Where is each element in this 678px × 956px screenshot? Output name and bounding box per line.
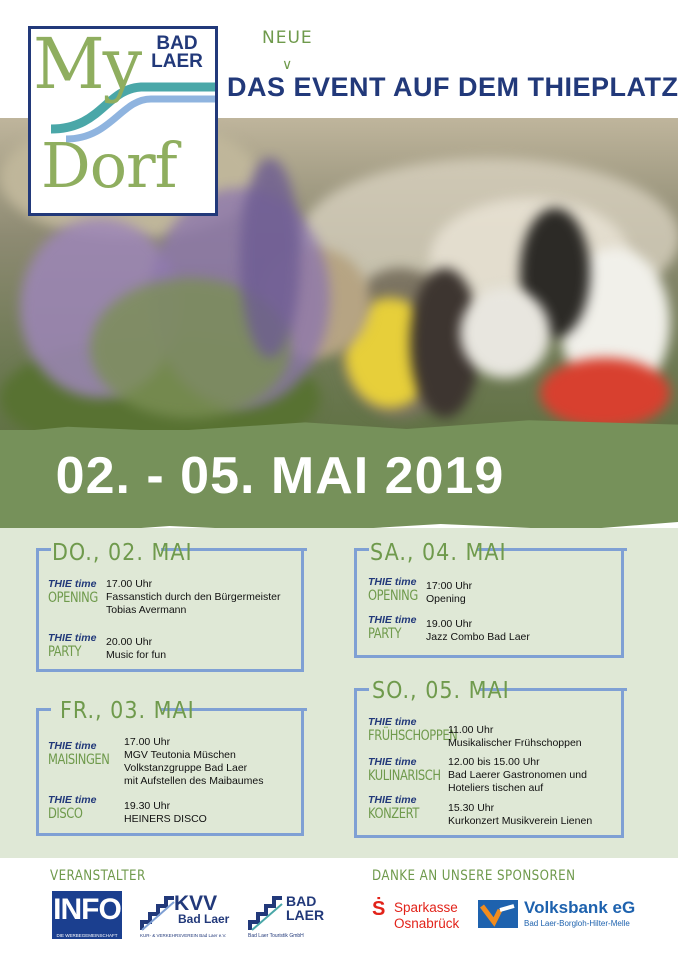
- thie-time-label: THIE time: [368, 614, 417, 626]
- event-category: OPENING: [48, 590, 98, 606]
- event-time: 17.00 Uhr: [106, 578, 153, 590]
- event-text: Kurkonzert Musikverein Lienen: [448, 815, 593, 827]
- day-title: SO., 05. MAI: [372, 678, 510, 704]
- kvv-logo-sub: KUR- & VERKEHRSVEREIN Bad Laer e.V.: [140, 933, 227, 938]
- thie-time-label: THIE time: [48, 578, 97, 590]
- event-text: Jazz Combo Bad Laer: [426, 631, 530, 643]
- my-dorf-logo: [28, 26, 218, 216]
- sponsor-heading: DANKE AN UNSERE SPONSOREN: [372, 868, 576, 884]
- day-title: DO., 02. MAI: [52, 540, 193, 566]
- event-time: 15.30 Uhr: [448, 802, 495, 814]
- event-date: 02. - 05. MAI 2019: [55, 447, 505, 505]
- info-werbegemeinschaft-logo: [52, 891, 122, 939]
- volksbank-mark-icon: [478, 900, 518, 928]
- headline: DAS EVENT AUF DEM THIEPLATZ: [227, 72, 678, 102]
- event-category: PARTY: [368, 626, 402, 642]
- event-text: Musikalischer Frühschoppen: [448, 737, 582, 749]
- thie-time-label: THIE time: [368, 716, 417, 728]
- event-time: 19.00 Uhr: [426, 618, 473, 630]
- event-time: 20.00 Uhr: [106, 636, 153, 648]
- thie-time-label: THIE time: [48, 740, 97, 752]
- info-logo-text: INFO: [53, 893, 121, 926]
- bad-laer-stairs-icon: [248, 894, 284, 932]
- bad-laer-logo-sub: Bad Laer Touristik GmbH: [248, 933, 304, 939]
- event-category: OPENING: [368, 588, 418, 604]
- event-text: Tobias Avermann: [106, 604, 187, 616]
- thie-time-label: THIE time: [368, 576, 417, 588]
- sparkasse-line1: Sparkasse: [394, 900, 458, 915]
- event-category: PARTY: [48, 644, 82, 660]
- logo-my-text: My: [33, 26, 141, 105]
- event-text: MGV Teutonia Müschen: [124, 749, 236, 761]
- kvv-stairs-icon: [140, 894, 176, 932]
- event-category: DISCO: [48, 806, 83, 822]
- event-text: Bad Laerer Gastronomen und: [448, 769, 587, 781]
- event-time: 12.00 bis 15.00 Uhr: [448, 756, 540, 768]
- logo-dorf-text: Dorf: [41, 129, 177, 202]
- bad-laer-logo-line2: LAER: [286, 907, 325, 923]
- thie-time-label: THIE time: [368, 756, 417, 768]
- event-time: 17.00 Uhr: [124, 736, 171, 748]
- event-time: 17:00 Uhr: [426, 580, 473, 592]
- logo-place-text: BAD LAER: [151, 33, 203, 72]
- kvv-logo-mid: Bad Laer: [178, 912, 230, 926]
- event-text: Music for fun: [106, 649, 167, 661]
- event-category: MAISINGEN: [48, 752, 110, 768]
- event-text: mit Aufstellen des Maibaumes: [124, 775, 264, 787]
- neue-label: NEUE: [262, 28, 313, 48]
- event-time: 11.00 Uhr: [448, 724, 494, 736]
- organizer-heading: VERANSTALTER: [50, 868, 146, 884]
- program-section: [0, 528, 678, 858]
- event-text: HEINERS DISCO: [124, 813, 207, 825]
- day-title: SA., 04. MAI: [370, 540, 507, 566]
- volksbank-logo: [478, 898, 668, 938]
- volksbank-line2: Bad Laer-Borgloh-Hilter-Melle: [524, 919, 630, 928]
- bad-laer-logo-line1: BAD: [286, 893, 317, 909]
- info-logo-sub: DIE WERBEGEMEINSCHAFT: [56, 933, 118, 938]
- sparkasse-line2: Osnabrück: [394, 916, 460, 931]
- event-category: FRÜHSCHOPPEN: [368, 728, 458, 744]
- event-text: Opening: [426, 593, 466, 605]
- event-text: Hoteliers tischen auf: [448, 782, 544, 794]
- event-category: KULINARISCH: [368, 768, 441, 784]
- footer: [0, 858, 678, 956]
- event-text: Volkstanzgruppe Bad Laer: [124, 762, 248, 774]
- kvv-logo-big: KVV: [174, 892, 218, 915]
- day-title: FR., 03. MAI: [60, 698, 195, 724]
- thie-time-label: THIE time: [368, 794, 417, 806]
- sparkasse-logo: [372, 898, 472, 938]
- thie-time-label: THIE time: [48, 794, 97, 806]
- volksbank-line1: Volksbank eG: [524, 898, 636, 917]
- bad-laer-touristik-logo: [248, 892, 328, 940]
- insert-caret-icon: ∨: [282, 56, 293, 72]
- sparkasse-s-icon: Ṡ: [372, 898, 386, 920]
- event-time: 19.30 Uhr: [124, 800, 171, 812]
- thie-time-label: THIE time: [48, 632, 97, 644]
- event-category: KONZERT: [368, 806, 419, 822]
- event-text: Fassanstich durch den Bürgermeister: [106, 591, 281, 603]
- kvv-logo: [140, 892, 230, 940]
